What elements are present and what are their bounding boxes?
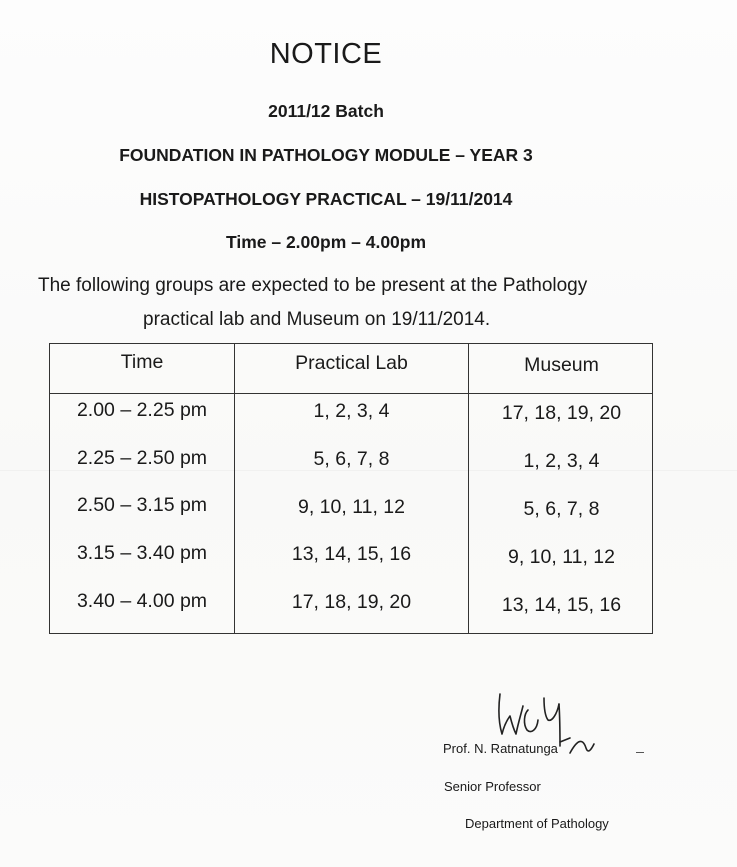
table-cell-time: 2.25 – 2.50 pm [76, 447, 208, 469]
table-header-time: Time [120, 351, 164, 373]
table-cell-time: 2.00 – 2.25 pm [76, 399, 208, 421]
table-cell-practical-lab: 1, 2, 3, 4 [313, 400, 390, 422]
table-cell-museum: 9, 10, 11, 12 [508, 546, 615, 568]
table-cell-practical-lab: 13, 14, 15, 16 [291, 543, 412, 565]
signatory-department: Department of Pathology [465, 816, 609, 831]
signature-dash [636, 752, 644, 753]
signatory-name: Prof. N. Ratnatunga [443, 741, 558, 756]
table-cell-museum: 5, 6, 7, 8 [523, 498, 600, 520]
table-cell-time: 2.50 – 3.15 pm [76, 494, 208, 516]
notice-title: NOTICE [269, 38, 383, 70]
table-cell-practical-lab: 9, 10, 11, 12 [298, 496, 405, 518]
table-column-divider [234, 344, 235, 633]
table-cell-practical-lab: 5, 6, 7, 8 [313, 448, 390, 470]
signatory-position: Senior Professor [444, 779, 541, 794]
practical-heading: HISTOPATHOLOGY PRACTICAL – 19/11/2014 [139, 189, 513, 209]
module-heading: FOUNDATION IN PATHOLOGY MODULE – YEAR 3 [119, 145, 533, 165]
table-cell-museum: 1, 2, 3, 4 [523, 450, 600, 472]
intro-text-line-2: practical lab and Museum on 19/11/2014. [143, 309, 491, 330]
schedule-table [49, 343, 653, 634]
table-cell-time: 3.15 – 3.40 pm [76, 542, 208, 564]
handwritten-signature [490, 690, 630, 770]
table-header-divider [50, 393, 652, 394]
table-cell-practical-lab: 17, 18, 19, 20 [291, 591, 412, 613]
table-header-practical-lab: Practical Lab [295, 352, 408, 374]
table-cell-museum: 13, 14, 15, 16 [501, 594, 622, 616]
table-cell-time: 3.40 – 4.00 pm [76, 590, 208, 612]
time-range-heading: Time – 2.00pm – 4.00pm [225, 232, 427, 252]
table-column-divider [468, 344, 469, 633]
table-header-museum: Museum [524, 354, 599, 376]
batch-heading: 2011/12 Batch [268, 101, 384, 121]
intro-text-line-1: The following groups are expected to be present at the Pathology [38, 275, 588, 296]
table-cell-museum: 17, 18, 19, 20 [501, 402, 622, 424]
